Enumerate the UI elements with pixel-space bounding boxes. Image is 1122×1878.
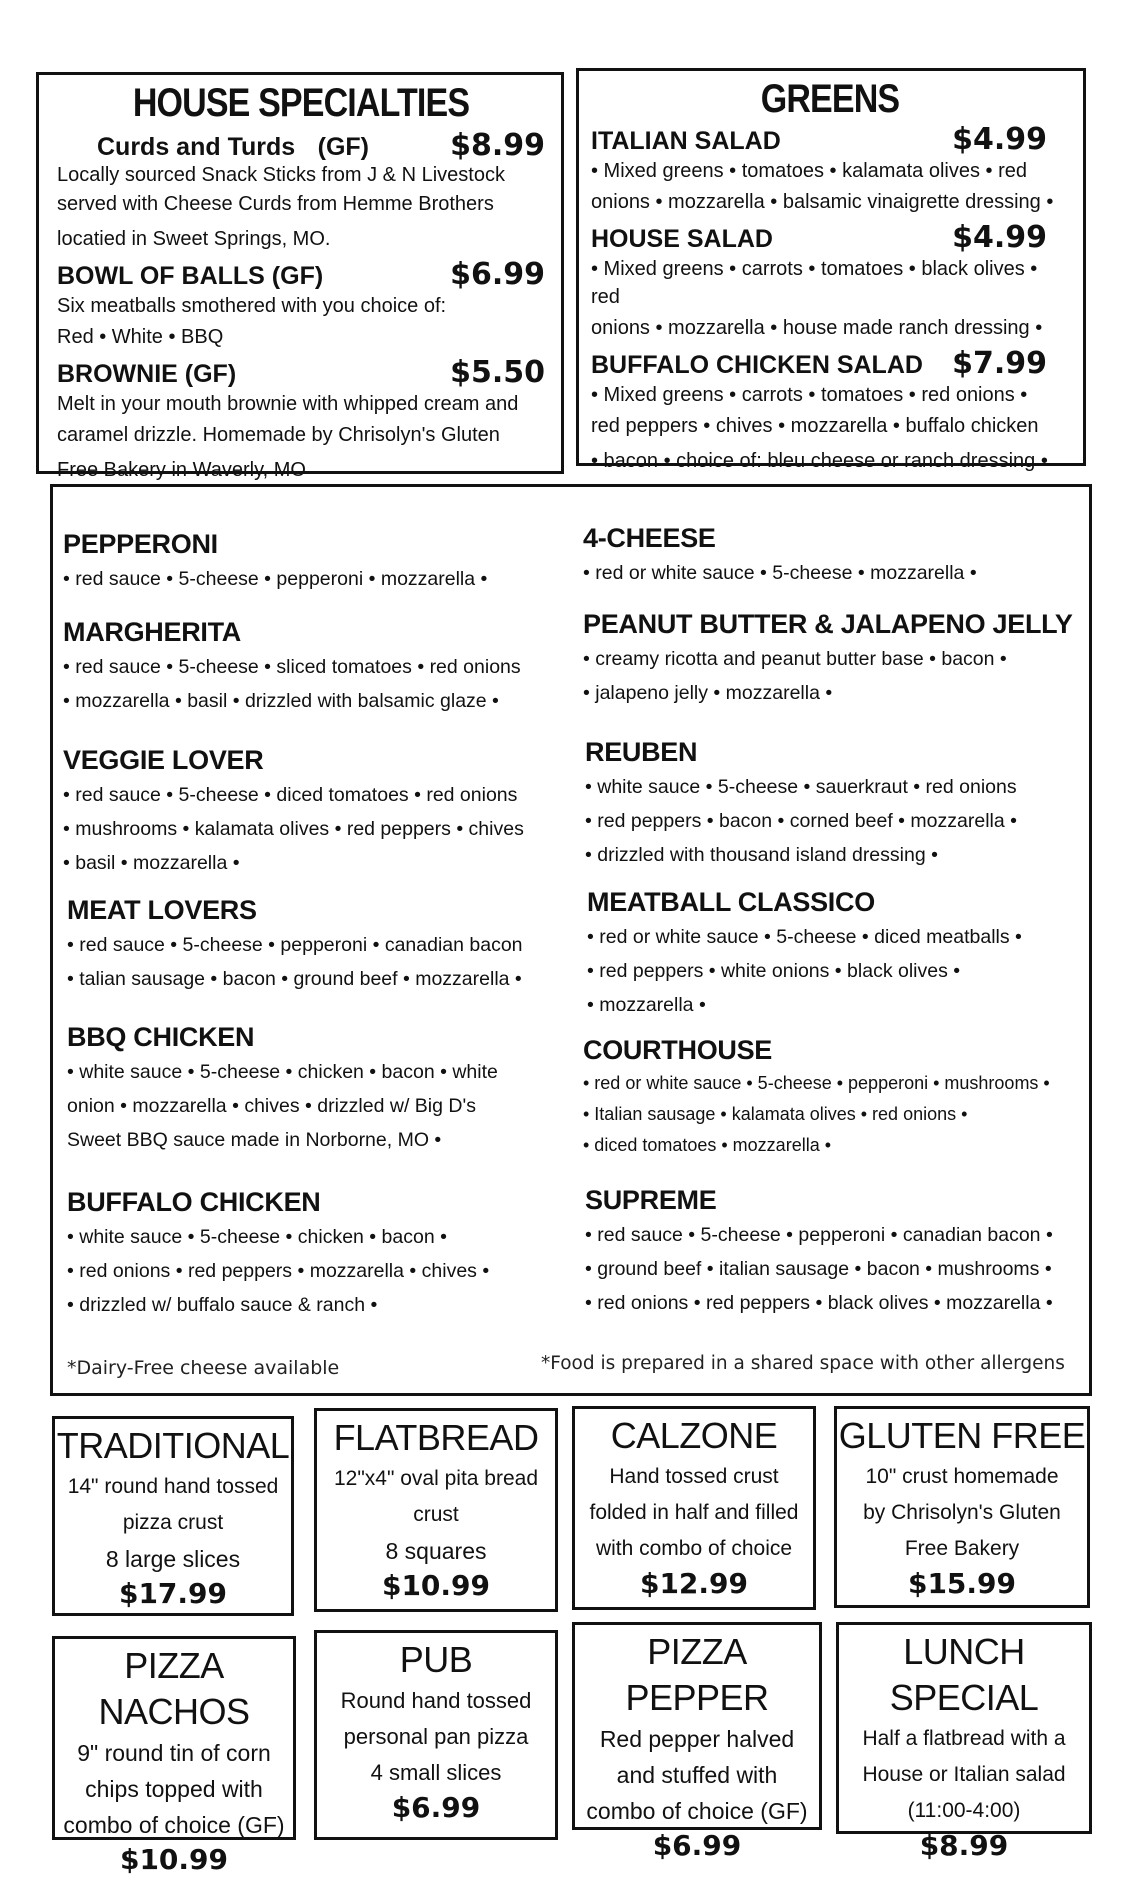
crust-desc-line: 10" crust homemade [865, 1465, 1059, 1488]
crust-title: GLUTEN FREE [838, 1415, 1086, 1456]
greens-item [591, 122, 1069, 220]
pizza-desc-line: • red or white sauce • 5-cheese • pepperoni • mushrooms • [583, 1073, 1050, 1093]
crust-card [52, 1636, 296, 1876]
pizza-desc-line: • drizzled with thousand island dressing • [585, 844, 938, 866]
crust-card [836, 1622, 1092, 1862]
crust-title: FLATBREAD [333, 1417, 539, 1458]
item-desc-line: Red • White • BBQ [57, 326, 224, 348]
greens-box [576, 68, 1086, 472]
pizza-desc-line: Sweet BBQ sauce made in Norborne, MO • [67, 1129, 442, 1151]
item-name: HOUSE SALAD [591, 225, 773, 253]
item-desc-line: onions • mozzarella • house made ranch dressing • [591, 317, 1043, 339]
crust-desc-line: pizza crust [122, 1511, 224, 1534]
item-name: Curds and Turds [97, 133, 296, 161]
pizza-desc-line: • red or white sauce • 5-cheese • diced meatballs • [587, 926, 1022, 948]
pizza-name: PEANUT BUTTER & JALAPENO JELLY [583, 609, 1073, 639]
crust-title: TRADITIONAL [56, 1425, 290, 1466]
pizza-desc-line: • mushrooms • kalamata olives • red peppers • chives [63, 818, 524, 840]
crust-price: $6.99 [391, 1791, 481, 1824]
item-desc-line: Six meatballs smothered with you choice of: [57, 295, 447, 317]
pizza-name: BUFFALO CHICKEN [67, 1187, 321, 1217]
house-item [57, 257, 545, 355]
item-desc-line: • bacon • choice of: bleu cheese or ranch dressing • [591, 450, 1048, 472]
pizza-desc-line: onion • mozzarella • chives • drizzled w/ Big D's [67, 1095, 476, 1117]
pizza-item [63, 745, 563, 880]
crust-desc-line: Hand tossed crust [609, 1465, 779, 1488]
item-name: ITALIAN SALAD [591, 127, 781, 155]
item-desc-line: • Mixed greens • carrots • tomatoes • red onions • [591, 384, 1028, 406]
item-price: $7.99 [952, 346, 1047, 381]
item-price: $8.99 [450, 128, 545, 163]
crust-desc-line: combo of choice (GF) [586, 1798, 808, 1824]
crust-desc-line: combo of choice (GF) [63, 1812, 285, 1838]
crust-desc-line: crust [413, 1503, 459, 1526]
pizza-item [585, 1185, 1085, 1320]
crust-price: $10.99 [119, 1843, 229, 1876]
pizza-desc-line: • Italian sausage • kalamata olives • red onions • [583, 1104, 968, 1124]
item-price: $4.99 [952, 220, 1047, 255]
crust-desc-line: chips topped with [85, 1776, 263, 1802]
crust-price: $12.99 [639, 1567, 749, 1600]
crust-desc-line: 12"x4" oval pita bread [333, 1467, 539, 1490]
item-desc-line: Free Bakery in Waverly, MO [57, 459, 306, 481]
house-item [57, 128, 545, 257]
pizza-desc-line: • talian sausage • bacon • ground beef • mozzarella • [67, 968, 522, 990]
crust-desc-line: by Chrisolyn's Gluten [863, 1501, 1061, 1524]
item-name: BUFFALO CHICKEN SALAD [591, 351, 923, 379]
pizza-item [583, 609, 1083, 710]
pizza-name: 4-CHEESE [583, 523, 716, 553]
pizza-desc-line: • red sauce • 5-cheese • pepperoni • canadian bacon [67, 934, 523, 956]
crust-card [314, 1630, 558, 1840]
pizza-name: REUBEN [585, 737, 698, 767]
crust-card [572, 1622, 822, 1862]
pizza-item [63, 529, 563, 596]
pizza-name: VEGGIE LOVER [63, 745, 264, 775]
crust-card [314, 1408, 558, 1612]
house-specialties-box [36, 72, 564, 481]
pizza-desc-line: • red onions • red peppers • black olives • mozzarella • [585, 1292, 1053, 1314]
crust-desc-line: with combo of choice [595, 1537, 793, 1560]
pizza-desc-line: • red sauce • 5-cheese • pepperoni • canadian bacon • [585, 1224, 1053, 1246]
crust-desc-line: (11:00-4:00) [907, 1799, 1021, 1822]
crust-desc-line: 14" round hand tossed [67, 1475, 279, 1498]
crust-desc-line: personal pan pizza [343, 1724, 529, 1749]
crust-price: $17.99 [118, 1577, 228, 1610]
item-desc-line: served with Cheese Curds from Hemme Brothers [57, 193, 494, 215]
house-item [57, 355, 545, 488]
crust-title: LUNCH SPECIAL [889, 1631, 1039, 1718]
crust-desc-line: House or Italian salad [862, 1763, 1066, 1786]
item-desc-line: caramel drizzle. Homemade by Chrisolyn's Gluten [57, 424, 500, 446]
pizza-item [67, 1187, 567, 1322]
item-desc-line: onions • mozzarella • balsamic vinaigrette dressing • [591, 191, 1054, 213]
pizza-desc-line: • mozzarella • basil • drizzled with balsamic glaze • [63, 690, 499, 712]
crust-desc-line: 8 squares [385, 1538, 487, 1564]
crust-desc-line: Red pepper halved [599, 1726, 795, 1752]
crust-desc-line: 4 small slices [370, 1760, 502, 1785]
item-desc-line: • Mixed greens • tomatoes • kalamata olives • red [591, 160, 1027, 182]
pizza-desc-line: • creamy ricotta and peanut butter base • bacon • [583, 648, 1007, 670]
item-price: $4.99 [952, 122, 1047, 157]
crust-desc-line: 9" round tin of corn [77, 1740, 271, 1766]
crust-desc-line: 8 large slices [105, 1546, 241, 1572]
crust-price: $8.99 [919, 1829, 1009, 1862]
crust-title: CALZONE [610, 1415, 778, 1456]
pizza-desc-line: • mozzarella • [587, 994, 706, 1016]
greens-item [591, 220, 1069, 346]
pizza-name: MEATBALL CLASSICO [587, 887, 875, 917]
greens-item [591, 346, 1069, 479]
crust-desc-line: and stuffed with [616, 1762, 778, 1788]
pizza-name: PEPPERONI [63, 529, 218, 559]
crust-title: PIZZA PEPPER [625, 1631, 769, 1718]
pizza-name: MEAT LOVERS [67, 895, 257, 925]
crust-price: $6.99 [652, 1829, 742, 1862]
pizza-combos-box [50, 484, 1092, 1396]
pizza-desc-line: • red sauce • 5-cheese • diced tomatoes • red onions [63, 784, 518, 806]
pizza-name: SUPREME [585, 1185, 717, 1215]
pizza-desc-line: • red sauce • 5-cheese • pepperoni • mozzarella • [63, 568, 488, 590]
crust-title: PIZZA NACHOS [98, 1645, 250, 1732]
greens-title: GREENS [760, 77, 900, 121]
pizza-desc-line: • red sauce • 5-cheese • sliced tomatoes • red onions [63, 656, 521, 678]
house-specialties-title: HOUSE SPECIALTIES [132, 81, 470, 125]
crust-card [834, 1406, 1090, 1608]
pizza-desc-line: • ground beef • italian sausage • bacon • mushrooms • [585, 1258, 1052, 1280]
crust-card [572, 1406, 816, 1610]
crust-desc-line: Half a flatbread with a [862, 1727, 1066, 1750]
pizza-item [583, 1035, 1083, 1161]
pizza-item [67, 1022, 567, 1157]
pizza-desc-line: • red onions • red peppers • mozzarella • chives • [67, 1260, 490, 1282]
pizza-name: BBQ CHICKEN [67, 1022, 255, 1052]
item-price: $6.99 [450, 257, 545, 292]
crust-price: $15.99 [907, 1567, 1017, 1600]
pizza-item [587, 887, 1087, 1022]
crust-title: PUB [399, 1639, 473, 1680]
item-name: BOWL OF BALLS (GF) [57, 262, 324, 290]
pizza-desc-line: • red or white sauce • 5-cheese • mozzarella • [583, 562, 977, 584]
item-desc-line: red peppers • chives • mozzarella • buffalo chicken [591, 415, 1039, 437]
crust-desc-line: folded in half and filled [589, 1501, 799, 1524]
pizza-item [67, 895, 567, 996]
pizza-desc-line: • white sauce • 5-cheese • sauerkraut • red onions [585, 776, 1017, 798]
crust-desc-line: Free Bakery [904, 1537, 1020, 1560]
pizza-item [63, 617, 563, 718]
dairy-free-note: *Dairy-Free cheese available [67, 1357, 340, 1379]
item-desc-line: Locally sourced Snack Sticks from J & N Livestock [57, 164, 505, 186]
pizza-desc-line: • red peppers • white onions • black olives • [587, 960, 961, 982]
allergen-note: *Food is prepared in a shared space with other allergens [541, 1353, 1065, 1374]
item-desc-line: • Mixed greens • carrots • tomatoes • black olives • red [591, 258, 1038, 308]
pizza-desc-line: • drizzled w/ buffalo sauce & ranch • [67, 1294, 378, 1316]
pizza-item [583, 523, 1083, 590]
pizza-desc-line: • basil • mozzarella • [63, 852, 240, 874]
crust-price: $10.99 [381, 1569, 491, 1602]
pizza-desc-line: • diced tomatoes • mozzarella • [583, 1135, 832, 1155]
pizza-desc-line: • red peppers • bacon • corned beef • mozzarella • [585, 810, 1017, 832]
item-desc-line: locatied in Sweet Springs, MO. [57, 228, 331, 250]
crust-card [52, 1416, 294, 1616]
pizza-item [585, 737, 1085, 872]
item-desc-line: Melt in your mouth brownie with whipped cream and [57, 393, 519, 415]
pizza-name: MARGHERITA [63, 617, 241, 647]
pizza-name: COURTHOUSE [583, 1035, 773, 1065]
item-price: $5.50 [450, 355, 545, 390]
crust-desc-line: Round hand tossed [340, 1688, 532, 1713]
pizza-desc-line: • jalapeno jelly • mozzarella • [583, 682, 833, 704]
item-gf: (GF) [317, 133, 369, 161]
item-name: BROWNIE (GF) [57, 360, 237, 388]
pizza-desc-line: • white sauce • 5-cheese • chicken • bacon • white [67, 1061, 498, 1083]
pizza-desc-line: • white sauce • 5-cheese • chicken • bacon • [67, 1226, 447, 1248]
